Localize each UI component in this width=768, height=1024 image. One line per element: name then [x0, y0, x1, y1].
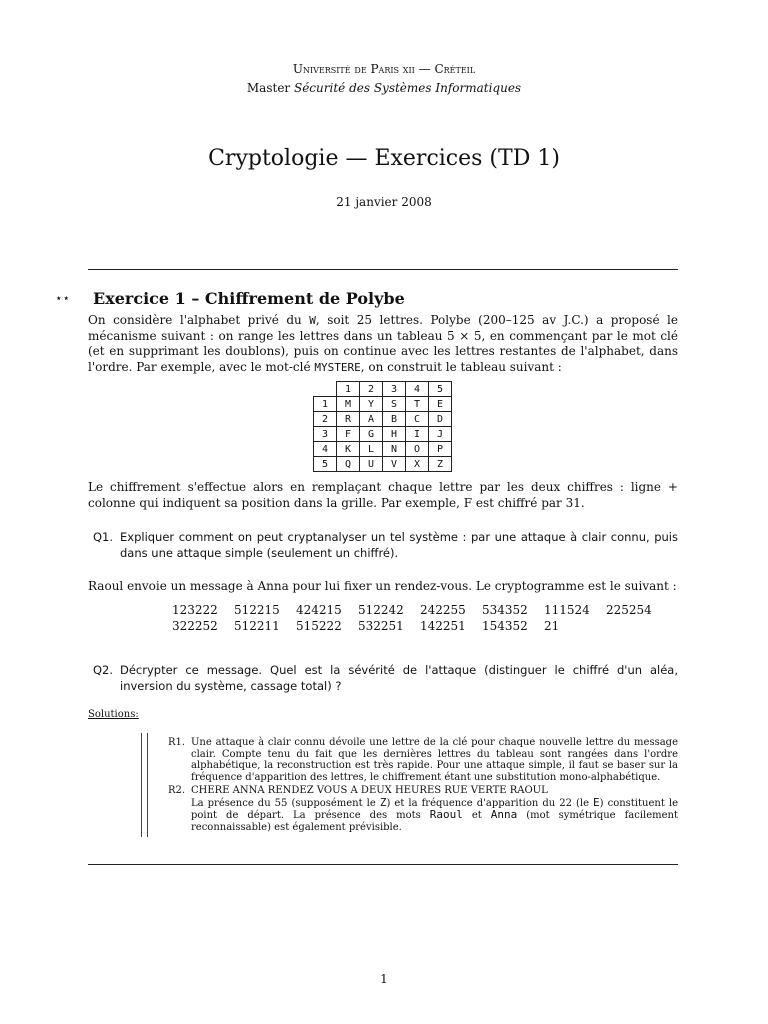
page-number: 1	[380, 972, 388, 986]
table-row	[314, 442, 452, 457]
cipher-group: 123222	[172, 603, 218, 617]
row-header: 1	[314, 397, 337, 412]
cipher-group: 515222	[296, 619, 342, 633]
table-cell: O	[406, 442, 429, 457]
row-header: 2	[314, 412, 337, 427]
master-name: Sécurité des Systèmes Informatiques	[293, 81, 522, 95]
table-cell: T	[406, 397, 429, 412]
cipher-group: 225254	[606, 603, 652, 617]
cipher-group: 534352	[482, 603, 528, 617]
cipher-group: 532251	[358, 619, 404, 633]
answer-2-detail	[191, 797, 678, 834]
answer-2-run: (mot symétrique facilement reconnaissable) est également prévisible.	[191, 810, 679, 833]
table-cell: U	[360, 457, 383, 472]
exercise-intro	[88, 313, 678, 375]
answer-2-code: Raoul	[429, 808, 463, 821]
answer-2-run: ) et la fréquence d'apparition du 22 (le	[386, 797, 594, 809]
cipher-group: 424215	[296, 603, 342, 617]
difficulty-stars: ⋆⋆	[55, 291, 71, 305]
col-header: 5	[429, 382, 452, 397]
table-cell: C	[406, 412, 429, 427]
answer-2-number: R2.	[168, 785, 186, 796]
encryption-explanation: Le chiffrement s'effectue alors en remplaçant chaque lettre par les deux chiffres : ligne + colonne qui indiquent sa position dans la grille. Par exemple, F est chiffré par 31.	[88, 480, 678, 510]
table-cell: L	[360, 442, 383, 457]
row-header: 4	[314, 442, 337, 457]
table-cell: N	[383, 442, 406, 457]
intro-code: MYSTERE	[314, 360, 361, 374]
intro-code: W	[309, 314, 316, 327]
answer-1-number: R1.	[168, 737, 186, 748]
bottom-divider	[88, 864, 678, 865]
col-header: 1	[337, 382, 360, 397]
row-header: 3	[314, 427, 337, 442]
exercise-title: Exercice 1 – Chiffrement de Polybe	[93, 289, 405, 308]
cipher-group: 242255	[420, 603, 466, 617]
top-divider	[88, 269, 678, 270]
cipher-group: 21	[544, 619, 560, 633]
intro-run: On considère l'alphabet privé du	[88, 313, 310, 327]
answer-2-run: et	[462, 810, 491, 821]
question-1-text: Expliquer comment on peut cryptanalyser un tel système : par une attaque à clair connu, puis dans une attaque simple (seulement un chiffré).	[120, 530, 678, 560]
table-cell: P	[429, 442, 452, 457]
table-cell: G	[360, 427, 383, 442]
table-cell: I	[406, 427, 429, 442]
cryptogram-row	[172, 602, 668, 618]
cipher-group: 111524	[544, 603, 590, 617]
row-header: 5	[314, 457, 337, 472]
col-header: 2	[360, 382, 383, 397]
cipher-group: 512215	[234, 603, 280, 617]
document-header	[0, 60, 768, 98]
cipher-group: 142251	[420, 619, 466, 633]
cryptogram-row	[172, 618, 668, 634]
answer-1-text: Une attaque à clair connu dévoile une lettre de la clé pour chaque nouvelle lettre du message clair. Compte tenu du fait que les dernières lettres du tableau sont rangées dans l'ordre alphabétique, la reconstruction est très rapide. Pour une attaque simple, il faut se baser sur la fréquence d'apparition des lettres, le chiffrement étant une substitution mono-alphabétique.	[191, 737, 678, 783]
table-row	[314, 427, 452, 442]
table-row	[314, 412, 452, 427]
table-cell: R	[337, 412, 360, 427]
table-cell: D	[429, 412, 452, 427]
table-cell: Y	[360, 397, 383, 412]
exercise-intro-text	[88, 313, 678, 374]
answer-2-run: ) constituent le point de départ. La présence des mots	[191, 797, 678, 821]
table-corner	[314, 382, 337, 397]
scenario-text: Raoul envoie un message à Anna pour lui fixer un rendez-vous. Le cryptogramme est le suivant :	[88, 579, 677, 593]
cipher-group: 322252	[172, 619, 218, 633]
question-2-text: Décrypter ce message. Quel est la sévérité de l'attaque (distinguer le chiffré d'un aléa, inversion du système, cassage total) ?	[120, 663, 678, 693]
answer-2-plaintext: CHERE ANNA RENDEZ VOUS A DEUX HEURES RUE VERTE RAOUL	[191, 785, 548, 796]
answer-2-code: Z	[379, 795, 387, 809]
col-header: 3	[383, 382, 406, 397]
answer-2	[191, 785, 678, 833]
answer-2-code: Anna	[490, 808, 518, 821]
table-cell: B	[383, 412, 406, 427]
university-name: Université de Paris xii — Créteil	[292, 62, 476, 76]
intro-run: , soit 25 lettres. Polybe (200–125 av J.C.) a proposé le mécanisme suivant : on range les lettres dans un tableau 5 × 5, en commençant par le mot clé (et en supprimant les doublons), puis on continue avec les lettres restantes de l'alphabet, dans l'ordre. Par exemple, avec le mot-clé	[88, 313, 678, 374]
solutions-margin-bar	[141, 733, 148, 837]
table-cell: K	[337, 442, 360, 457]
table-row	[314, 397, 452, 412]
document-date: 21 janvier 2008	[336, 195, 432, 209]
table-cell: F	[337, 427, 360, 442]
table-cell: S	[383, 397, 406, 412]
polybe-table	[313, 381, 452, 472]
question-2-number: Q2.	[93, 663, 114, 677]
cipher-group: 512211	[234, 619, 280, 633]
table-cell: X	[406, 457, 429, 472]
master-prefix: Master	[246, 81, 291, 95]
intro-run: , on construit le tableau suivant :	[360, 359, 562, 374]
answer-2-run: La présence du 55 (supposément le	[191, 797, 380, 809]
table-row	[314, 457, 452, 472]
table-header-row	[314, 382, 452, 397]
answer-2-code: E	[593, 795, 600, 809]
table-cell: E	[429, 397, 452, 412]
master-line	[0, 79, 768, 98]
cipher-group: 512242	[358, 603, 404, 617]
table-cell: A	[360, 412, 383, 427]
table-cell: J	[429, 427, 452, 442]
table-cell: Q	[337, 457, 360, 472]
table-cell: Z	[429, 457, 452, 472]
table-cell: M	[337, 397, 360, 412]
page-title: Cryptologie — Exercices (TD 1)	[208, 146, 560, 171]
table-cell: H	[383, 427, 406, 442]
cipher-group: 154352	[482, 619, 528, 633]
table-cell: V	[383, 457, 406, 472]
cryptogram	[172, 602, 668, 634]
col-header: 4	[406, 382, 429, 397]
question-1-number: Q1.	[93, 530, 114, 544]
solutions-label: Solutions:	[88, 709, 139, 720]
